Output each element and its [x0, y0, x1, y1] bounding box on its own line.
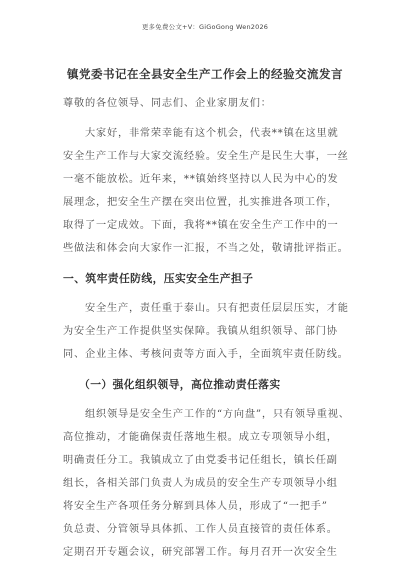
section-one-paragraph: [63, 297, 353, 366]
paragraph-line: 安全生产工作与大家交流经验。安全生产是民生大事，一丝: [63, 151, 349, 162]
paragraph-line: 些做法和体会向大家作一汇报，不当之处，敬请批评指正。: [63, 243, 349, 254]
document-body: [63, 92, 353, 564]
intro-paragraph: [63, 122, 353, 260]
spacer: [63, 396, 353, 403]
subsection-heading: （一）强化组织领导，高位推动责任落实: [79, 378, 281, 391]
spacer: [63, 366, 353, 373]
paragraph-line: 安全生产，责任重于泰山。只有把责任层层压实，才能: [85, 303, 349, 314]
salutation: 尊敬的各位领导、同志们、企业家朋友们：: [63, 98, 272, 109]
paragraph-line: 定期召开专题会议，研究部署工作。每月召开一次安全生: [63, 547, 338, 558]
paragraph-line: 取得了一定成效。下面，我将**镇在安全生产工作中的一: [63, 220, 339, 231]
paragraph-line: 大家好，非常荣幸能有这个机会，代表**镇在这里就: [85, 128, 339, 139]
paragraph-line: 高位推动，才能确保责任落地生根。成立专项领导小组，: [63, 432, 338, 443]
spacer: [63, 115, 353, 122]
section-heading: 一、筑牢责任防线，压实安全生产担子: [63, 272, 254, 285]
paragraph-line: 组长，各相关部门负责人为成员的安全生产专项领导小组: [63, 478, 338, 489]
paragraph-line: 负总责、分管领导具体抓、工作人员直接管的责任体系。: [63, 524, 338, 535]
paragraph-line: 将安全生产各项任务分解到具体人员，形成了“一把手”: [63, 501, 328, 512]
spacer: [63, 290, 353, 297]
paragraph-line: 明确责任分工。我镇成立了由党委书记任组长，镇长任副: [63, 455, 338, 466]
paragraph-line: 为安全生产工作提供坚实保障。我镇从组织领导、部门协: [63, 326, 338, 337]
paragraph-line: 展理念，把安全生产摆在突出位置，扎实推进各项工作，: [63, 197, 338, 208]
paragraph-line: 一毫不能放松。近年来，**镇始终坚持以人民为中心的发: [63, 174, 339, 185]
spacer: [63, 260, 353, 267]
paragraph-line: 组织领导是安全生产工作的“方向盘”，只有领导重视、: [85, 409, 350, 420]
document-title: 镇党委书记在全县安全生产工作会上的经验交流发言: [67, 67, 343, 81]
subsection-one-paragraph: [63, 403, 353, 564]
header-note: 更多免费公文+V：GiGoGong Wen2026: [141, 23, 269, 31]
paragraph-line: 同、企业主体、考核问责等方面入手，全面筑牢责任防线。: [63, 349, 349, 360]
